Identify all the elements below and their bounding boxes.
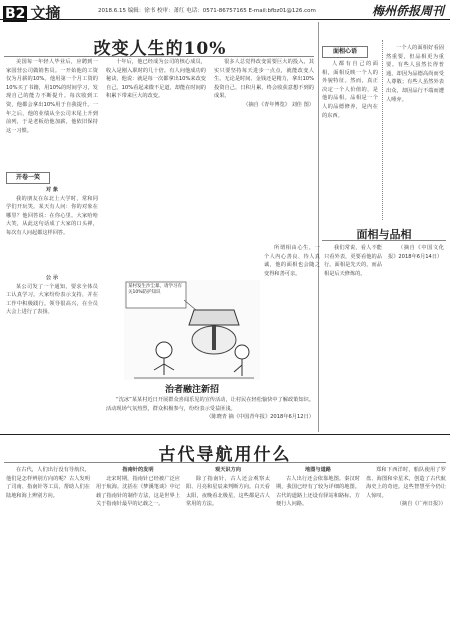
side-heading: 公 示 [45,275,59,281]
article-text: 在古代，人们出行没有导航仪，他们是怎样辨别方向的呢？古人发明了司南、指南针等工具，帮助人们在陆地和海上辨别方向。 [6,467,90,499]
article-source: （摘自《中国文化报》2018年6月14日） [388,245,444,260]
article-text: 除了指南针，古人还会观察太阳、月亮和星辰来判断方向。白天看太阳，夜晚看北极星，这些都是古人常用的方法。 [186,475,270,508]
subsection-heading: 地图与道路 [305,467,331,473]
article-text: 很多人总觉得改变需要巨大的投入，其实只要坚持每天进步一点点，就能改变人生。无论是时间、金钱还是精力，拿出10%投资自己，日积月累，终会收获意想不到的成果。 [214,59,314,100]
article-text: 所谓相由心生，一个人内心善良、待人真诚，他的面相也会随之变得和善可亲。 [264,245,320,277]
article-title: 改变人生的10% [93,39,227,59]
subsection-heading: 观天识方向 [215,467,241,473]
column-box-label: 面相心语 [322,46,368,58]
side-heading: 对 象 [45,187,59,193]
article-text: 美国每一年轻人毕业后，应聘到一家国营公司做销售员。一开始他的工资仅为月薪的10%。他用第一个月工资的10%买了书籍，用10%的时间学习，发现自己的能力不断提升。每次收到工资，他都会拿出10%用于自我提升。一年之后，他的业绩从全公司末尾上升到前列，于是老板给他加薪，他依旧保持这一习惯。 [6,59,98,134]
title-rule [4,462,446,463]
article-source: （摘自《广州日报》） [396,501,446,508]
article-column [214,58,314,220]
article-text: 人都有自己的面相，面相反映一个人的外貌特征。然而，真正决定一个人价值的，是他的品相。品相是一个人的品德修养，是内在的东西。 [322,61,378,119]
page-number-box: B2 [5,6,26,22]
header-rule [0,19,450,20]
article-text: 我们常说，看人不能只看外表，更要看他的品行。面相是先天的，而品相是后天修炼的。 [324,245,382,277]
article3-column [366,466,446,636]
article3-column [276,466,360,636]
cartoon-caption: 治者融注新招 [164,385,219,395]
bottom-divider [0,434,450,435]
article2-column [388,244,444,394]
side-text: 我的朋友在东北上大学时，常和同学们开玩笑。某天有人问：你的对象在哪里？他回答说：在你心里。大家哈哈大笑，从此这句话成了大家的口头禅，每次有人问起都这样回答。 [6,195,98,236]
side-text: 某公司发了一个通知，要求全体员工认真学习。大家纷纷表示支持，并在工作中积极践行。领导很高兴，在全员大会上进行了表扬。 [6,283,98,316]
article-text: 古人出行还会依靠地图。秦汉时期，我国已经有了较为详细的地图。古代的道路上还设有驿站和路标，方便行人问路。 [276,475,360,508]
article2-column [324,244,382,394]
article-text: 北宋时期，指南针已经被广泛应用于航海。沈括在《梦溪笔谈》中记载了指南针的制作方法，这是世界上关于指南针最早的记载之一。 [96,475,180,508]
article3-column [96,466,180,636]
header-meta: 2018.6.15 编辑：徐书 校审：萧红 电话：0571-86757165 E-mail:bfbz01@126.com [98,8,316,14]
speech-bubble: 某村发生沙尘暴，请学习有关10%防护知识 [128,284,182,295]
article-text: 郑和下西洋时，船队使用了罗盘、海图和牵星术，创造了古代航海史上的奇迹。这些智慧至今仍让人惊叹。 [366,467,446,499]
note-text: “沈冰”某某村近日开展群众喜闻乐见的宣传活动，让村民在轻松愉快中了解政策知识。活动现场气氛热烈，群众积极参与，纷纷表示受益匪浅。 [106,397,314,412]
article-column [6,58,98,170]
article2-column [264,244,320,394]
dotted-divider [382,40,383,220]
note-source: （陈晓青 摘《中国青年报》2018年6月12日） [206,414,314,421]
column-label: 开卷一笑 [6,172,50,184]
article-source: （摘自《青年博览》 刘佳 图） [243,101,314,108]
cartoon-illustration [124,280,260,380]
article-text: 十年后，他已经成为公司的核心成员，收入是刚入职时的几十倍。有人问他成功的秘诀，他说：就是每一次都拿出10%来改变自己。10%看起来微不足道，却能在时间的积累下带来巨大的改变。 [106,59,206,100]
side-column [6,186,98,272]
section-name: 文摘 [30,4,61,22]
side-column [6,274,98,364]
title-rule [322,240,446,241]
newspaper-brand: 梅州侨报周刊 [371,4,444,18]
right-column [386,44,444,220]
article-text: 一个人的面相好看固然重要，但品相更为重要。有些人虽然长得普通，却因为品德高尚而受人尊敬；有些人虽然外表出众，却因品行不端而遭人唾弃。 [386,45,444,103]
cartoon-note [106,396,314,430]
article-column [106,58,206,220]
page-header [0,0,450,20]
subsection-heading: 指南针的发明 [122,467,154,473]
right-column [322,60,378,220]
article3-column [186,466,270,636]
article3-title: 古代导航用什么 [158,445,292,465]
article2-title: 面相与品相 [356,228,412,241]
title-rule [4,56,314,57]
article3-column [6,466,90,636]
